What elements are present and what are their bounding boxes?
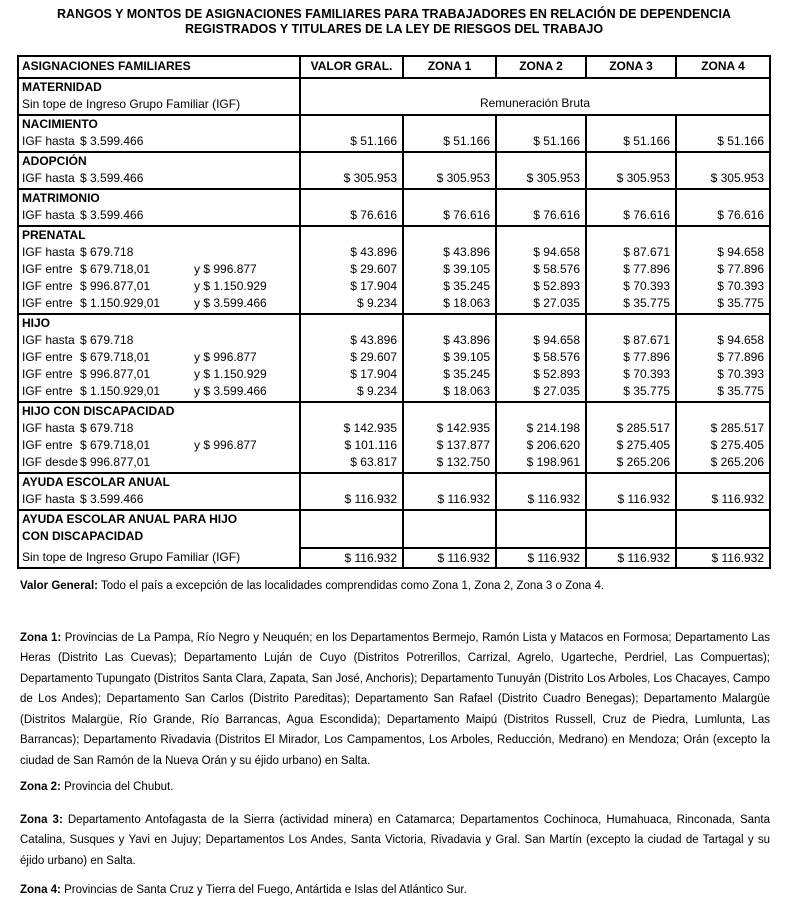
column-header-zona-3: ZONA 3 (585, 57, 675, 77)
igf-amount: $ 679.718 (80, 245, 134, 259)
amount-value: $ 43.896 (350, 245, 397, 259)
igf-amount-upper: y $ 1.150.929 (194, 279, 267, 293)
amount-value: $ 94.658 (533, 333, 580, 347)
amount-value: $ 18.063 (443, 296, 490, 310)
amount-value: $ 116.932 (437, 551, 490, 565)
note-zona-2: Zona 2: Provincia del Chubut. (20, 781, 174, 793)
amount-value: $ 9.234 (356, 296, 397, 310)
amount-value: $ 94.658 (717, 333, 764, 347)
value-cell (585, 116, 675, 151)
amount-value: $ 51.166 (717, 134, 764, 148)
value-cell (402, 315, 495, 401)
igf-condition: IGF hasta (22, 421, 75, 435)
igf-range (22, 133, 299, 150)
section-label-cell (19, 227, 299, 313)
igf-condition: IGF hasta (22, 134, 75, 148)
value-cell (495, 511, 585, 567)
column-header-asignaciones-familiares: ASIGNACIONES FAMILIARES (22, 59, 191, 73)
igf-range (22, 454, 299, 471)
value-cell (495, 190, 585, 225)
value-cell (585, 474, 675, 509)
igf-condition: IGF entre (22, 438, 73, 452)
amount-value: $ 70.393 (623, 279, 670, 293)
amount-value: $ 87.671 (623, 245, 670, 259)
amount-value: $ 275.405 (710, 438, 764, 452)
amount-value: $ 39.105 (443, 262, 490, 276)
value-cell (299, 190, 402, 225)
note-valor-general: Valor General: Todo el país a excepción de las localidades comprendidas como Zona 1, Zona 2, Zona 3 o Zona 4. (20, 580, 605, 592)
amount-value: $ 265.206 (616, 455, 670, 469)
value-cell (495, 315, 585, 401)
igf-condition: IGF hasta (22, 333, 75, 347)
value-cell (299, 403, 402, 472)
amount-value: $ 116.932 (711, 492, 764, 506)
igf-amount: $ 679.718,01 (80, 350, 151, 364)
value-cell (299, 315, 402, 401)
value-cell (495, 153, 585, 188)
section-title: AYUDA ESCOLAR ANUAL (22, 475, 171, 489)
amount-value: $ 137.877 (436, 438, 490, 452)
amount-value: $ 51.166 (623, 134, 670, 148)
amount-value: $ 206.620 (526, 438, 580, 452)
amount-value: $ 116.932 (617, 551, 670, 565)
amount-value: $ 43.896 (443, 333, 490, 347)
empty-subcell (587, 511, 675, 549)
amount-value: $ 18.063 (443, 384, 490, 398)
igf-amount-upper: y $ 996.877 (194, 350, 257, 364)
value-cell (675, 116, 769, 151)
section-maternidad (19, 77, 769, 114)
igf-condition: IGF hasta (22, 245, 75, 259)
igf-condition: IGF desde (22, 455, 79, 469)
section-matrimonio (19, 188, 769, 225)
amount-value: $ 35.775 (717, 384, 764, 398)
amount-value: $ 116.932 (344, 492, 397, 506)
value-cell (675, 315, 769, 401)
value-cell (299, 227, 402, 313)
igf-amount: $ 3.599.466 (80, 171, 144, 185)
amount-value: $ 116.932 (617, 492, 670, 506)
igf-condition: IGF entre (22, 384, 73, 398)
section-title: CON DISCAPACIDAD (22, 529, 144, 543)
section-ayuda-escolar-anual-hijo-discapacidad (19, 509, 769, 567)
igf-range (22, 491, 299, 508)
section-title: HIJO (22, 316, 51, 330)
igf-condition: IGF hasta (22, 492, 75, 506)
igf-range (22, 332, 299, 349)
amount-value: $ 285.517 (616, 421, 670, 435)
amount-value: $ 17.904 (350, 279, 397, 293)
section-label-cell (19, 153, 299, 188)
igf-condition: IGF hasta (22, 208, 75, 222)
amount-value: $ 43.896 (443, 245, 490, 259)
amount-value: $ 76.616 (350, 208, 397, 222)
section-sublabel: Sin tope de Ingreso Grupo Familiar (IGF) (22, 550, 241, 564)
section-hijo-con-discapacidad (19, 401, 769, 472)
value-cell (675, 474, 769, 509)
amount-value: $ 52.893 (533, 367, 580, 381)
igf-range (22, 437, 299, 454)
amount-value: $ 285.517 (710, 421, 764, 435)
section-title: MATERNIDAD (22, 80, 102, 94)
amount-value: $ 35.775 (717, 296, 764, 310)
value-cell (402, 474, 495, 509)
igf-range (22, 261, 299, 278)
igf-amount: $ 1.150.929,01 (80, 384, 161, 398)
column-header-zona-1: ZONA 1 (402, 57, 495, 77)
igf-amount-upper: y $ 3.599.466 (194, 384, 267, 398)
value-cell (585, 315, 675, 401)
section-prenatal (19, 225, 769, 313)
document-title (0, 7, 788, 37)
note-label-zona-4: Zona 4: (20, 884, 61, 896)
igf-range (22, 383, 299, 400)
value-cell (299, 116, 402, 151)
amount-value: $ 142.935 (436, 421, 490, 435)
section-label-cell (19, 79, 299, 114)
value-cell (402, 116, 495, 151)
section-label-cell (19, 315, 299, 401)
value-cell (585, 153, 675, 188)
amount-value: $ 214.198 (526, 421, 580, 435)
amount-value: $ 275.405 (616, 438, 670, 452)
empty-subcell (497, 511, 585, 549)
column-header-zona-4: ZONA 4 (675, 57, 769, 77)
amount-value: $ 39.105 (443, 350, 490, 364)
igf-amount: $ 679.718,01 (80, 438, 151, 452)
amount-value: $ 27.035 (533, 296, 580, 310)
igf-amount-upper: y $ 3.599.466 (194, 296, 267, 310)
igf-condition: IGF entre (22, 367, 73, 381)
amount-value: $ 70.393 (717, 367, 764, 381)
amount-value: $ 265.206 (710, 455, 764, 469)
value-cell (402, 511, 495, 567)
amount-value: $ 76.616 (623, 208, 670, 222)
column-header-zona-2: ZONA 2 (495, 57, 585, 77)
amount-value: $ 52.893 (533, 279, 580, 293)
section-label-cell (19, 116, 299, 151)
amount-value: $ 29.607 (350, 350, 397, 364)
section-label-cell (19, 403, 299, 472)
section-title: PRENATAL (22, 228, 86, 242)
amount-value: $ 70.393 (717, 279, 764, 293)
amount-value: $ 51.166 (443, 134, 490, 148)
amount-value: $ 35.245 (443, 279, 490, 293)
amount-value: $ 116.932 (527, 551, 580, 565)
value-cell (675, 153, 769, 188)
section-adopcion (19, 151, 769, 188)
amount-value: $ 198.961 (526, 455, 580, 469)
value-cell (402, 153, 495, 188)
amount-value: $ 305.953 (343, 171, 397, 185)
value-cell (495, 116, 585, 151)
section-nacimiento (19, 114, 769, 151)
igf-amount: $ 3.599.466 (80, 492, 144, 506)
empty-subcell (301, 511, 402, 549)
igf-condition: IGF entre (22, 350, 73, 364)
section-label-cell (19, 474, 299, 509)
amount-value: $ 77.896 (717, 350, 764, 364)
value-cell (299, 153, 402, 188)
amount-value: $ 17.904 (350, 367, 397, 381)
amount-value: $ 51.166 (533, 134, 580, 148)
section-title: MATRIMONIO (22, 191, 100, 205)
amount-value: $ 305.953 (616, 171, 670, 185)
amount-value: $ 305.953 (710, 171, 764, 185)
merged-value-cell: Remuneración Bruta (299, 79, 769, 114)
igf-range (22, 278, 299, 295)
amount-value: $ 35.775 (623, 384, 670, 398)
zone-notes (20, 576, 770, 901)
amount-value: $ 305.953 (436, 171, 490, 185)
amount-value: $ 87.671 (623, 333, 670, 347)
amount-value: $ 305.953 (526, 171, 580, 185)
section-label-cell (19, 511, 299, 567)
igf-amount: $ 1.150.929,01 (80, 296, 161, 310)
amount-value: $ 94.658 (717, 245, 764, 259)
value-cell (585, 403, 675, 472)
amount-value: $ 58.576 (533, 262, 580, 276)
table-header-row (19, 57, 769, 77)
note-zona-3: Zona 3: Departamento Antofagasta de la Sierra (actividad minera) en Catamarca; Departamentos Cochinoca, Humahuaca, Rinconada, Santa Catalina, Susques y Yavi en Jujuy; Departamentos Los Andes, Santa Victoria, Rivadavia y Gral. San Martín (excepto la ciudad de Tartagal y su éjido urbano) en Salta. (20, 813, 770, 867)
igf-amount-upper: y $ 996.877 (194, 262, 257, 276)
igf-condition: IGF entre (22, 262, 73, 276)
amount-value: $ 35.245 (443, 367, 490, 381)
amount-value: $ 76.616 (533, 208, 580, 222)
amount-value: $ 35.775 (623, 296, 670, 310)
column-header-valor-gral-: VALOR GRAL. (299, 57, 402, 77)
value-cell (675, 403, 769, 472)
igf-condition: IGF hasta (22, 171, 75, 185)
section-label-cell (19, 190, 299, 225)
section-sublabel: Sin tope de Ingreso Grupo Familiar (IGF) (22, 97, 241, 111)
amount-value: $ 58.576 (533, 350, 580, 364)
value-cell (585, 511, 675, 567)
amount-value: $ 77.896 (717, 262, 764, 276)
amount-value: $ 101.116 (344, 438, 397, 452)
value-cell (299, 474, 402, 509)
amount-value: $ 51.166 (350, 134, 397, 148)
igf-amount: $ 679.718,01 (80, 262, 151, 276)
igf-condition: IGF entre (22, 279, 73, 293)
igf-condition: IGF entre (22, 296, 73, 310)
value-cell (585, 190, 675, 225)
section-hijo (19, 313, 769, 401)
section-title: AYUDA ESCOLAR ANUAL PARA HIJO (22, 512, 238, 526)
value-cell (495, 474, 585, 509)
amount-value: $ 94.658 (533, 245, 580, 259)
value-cell (675, 227, 769, 313)
value-cell (402, 190, 495, 225)
igf-range (22, 420, 299, 437)
amount-value: $ 77.896 (623, 350, 670, 364)
igf-amount: $ 679.718 (80, 333, 134, 347)
amount-value: $ 70.393 (623, 367, 670, 381)
igf-amount: $ 996.877,01 (80, 279, 151, 293)
amount-value: $ 116.932 (344, 551, 397, 565)
value-cell (299, 511, 402, 567)
amount-value: $ 132.750 (436, 455, 490, 469)
amount-value: $ 116.932 (437, 492, 490, 506)
amount-value: $ 29.607 (350, 262, 397, 276)
igf-amount-upper: y $ 996.877 (194, 438, 257, 452)
igf-range (22, 244, 299, 261)
section-title: NACIMIENTO (22, 117, 98, 131)
value-cell (675, 511, 769, 567)
value-cell (495, 227, 585, 313)
note-label-valor-general: Valor General: (20, 580, 98, 592)
igf-range (22, 170, 299, 187)
igf-range (22, 366, 299, 383)
value-cell (675, 190, 769, 225)
amount-value: $ 142.935 (343, 421, 397, 435)
igf-range (22, 349, 299, 366)
amount-value: $ 76.616 (443, 208, 490, 222)
amount-value: $ 27.035 (533, 384, 580, 398)
empty-subcell (404, 511, 495, 549)
igf-amount: $ 996.877,01 (80, 455, 151, 469)
value-cell (402, 403, 495, 472)
value-cell (402, 227, 495, 313)
document-title-line-2: REGISTRADOS Y TITULARES DE LA LEY DE RIESGOS DEL TRABAJO (184, 22, 604, 36)
section-title: HIJO CON DISCAPACIDAD (22, 404, 175, 418)
amount-value: $ 9.234 (356, 384, 397, 398)
note-label-zona-1: Zona 1: (20, 631, 62, 644)
amount-value: $ 116.932 (527, 492, 580, 506)
igf-amount: $ 996.877,01 (80, 367, 151, 381)
section-title: ADOPCIÓN (22, 154, 87, 168)
amount-value: $ 116.932 (711, 551, 764, 565)
family-allowances-table (17, 55, 771, 569)
amount-value: $ 63.817 (350, 455, 397, 469)
note-label-zona-3: Zona 3: (20, 813, 63, 826)
value-cell (585, 227, 675, 313)
note-label-zona-2: Zona 2: (20, 781, 61, 793)
empty-subcell (677, 511, 769, 549)
section-ayuda-escolar-anual (19, 472, 769, 509)
igf-amount: $ 3.599.466 (80, 134, 144, 148)
note-zona-4: Zona 4: Provincias de Santa Cruz y Tierra del Fuego, Antártida e Islas del Atlántico Sur. (20, 884, 467, 896)
note-zona-1: Zona 1: Provincias de La Pampa, Río Negro y Neuquén; en los Departamentos Bermejo, Ramón Lista y Matacos en Formosa; Departamento Las Heras (Distrito Las Cuevas); Departamento Luján de Cuyo (Distritos Potrerillos, Carrizal, Agrelo, Ugarteche, Perdriel, Las Compuertas); Departamento Tupungato (Distritos Santa Clara, Zapata, San José, Anchoris); Departamento Tunuyán (Distrito Los Arboles, Los Chacayes, Campo de Los Andes); Departamento San Carlos (Distrito Pareditas); Departamento San Rafael (Distrito Cuadro Benegas); Departamento Malargüe (Distritos Malargüe, Río Grande, Río Barrancas, Agua Escondida); Departamento Maipú (Distritos Russell, Cruz de Piedra, Lumlunta, Las Barrancas); Departamento Rivadavia (Distritos El Mirador, Los Campamentos, Los Arboles, Reducción, Medrano) en Mendoza; Orán (excepto la ciudad de San Ramón de la Nueva Orán y su éjido urbano) en Salta. (20, 631, 771, 767)
igf-amount: $ 3.599.466 (80, 208, 144, 222)
value-cell (495, 403, 585, 472)
amount-value: $ 76.616 (717, 208, 764, 222)
amount-value: $ 77.896 (623, 262, 670, 276)
igf-range (22, 207, 299, 224)
igf-amount-upper: y $ 1.150.929 (194, 367, 267, 381)
document-title-line-1: RANGOS Y MONTOS DE ASIGNACIONES FAMILIARES PARA TRABAJADORES EN RELACIÓN DE DEPENDENCIA (57, 7, 731, 21)
igf-amount: $ 679.718 (80, 421, 134, 435)
amount-value: $ 43.896 (350, 333, 397, 347)
igf-range (22, 295, 299, 312)
